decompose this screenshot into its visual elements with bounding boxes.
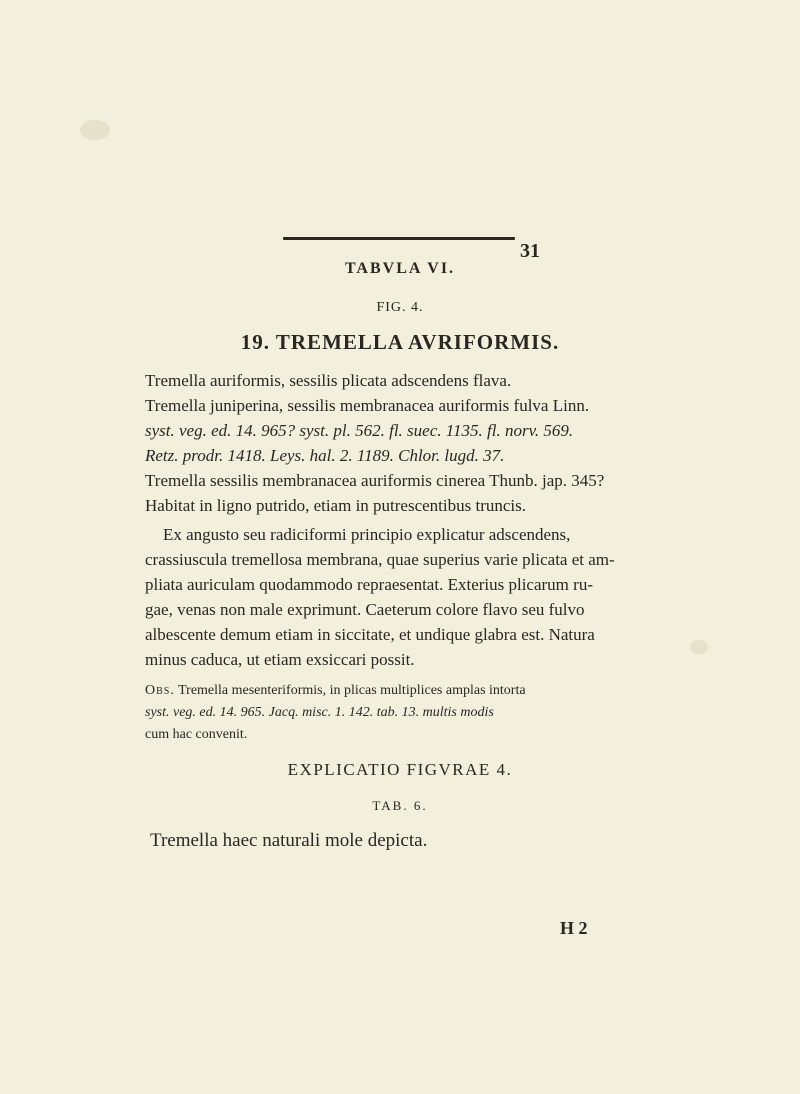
- paper-stain: [690, 640, 708, 654]
- description-line: gae, venas non male exprimunt. Caeterum colore flavo seu fulvo: [145, 600, 585, 619]
- synonym-line: Tremella juniperina, sessilis membranacea auriformis fulva Linn.: [145, 396, 590, 415]
- synonym-line: Tremella auriformis, sessilis plicata adscendens flava.: [145, 371, 512, 390]
- synonym-line: Retz. prodr. 1418. Leys. hal. 2. 1189. Chlor. lugd. 37.: [145, 446, 505, 465]
- description-line: Ex angusto seu radiciformi principio explicatur adscendens,: [163, 525, 571, 544]
- synonym-line: syst. veg. ed. 14. 965? syst. pl. 562. fl. suec. 1135. fl. norv. 569.: [145, 421, 574, 440]
- observation-lead: Obs.: [145, 683, 175, 698]
- species-title: 19. TREMELLA AVRIFORMIS.: [240, 330, 560, 354]
- plate-heading: TABVLA VI.: [344, 260, 456, 277]
- synonym-line: Tremella sessilis membranacea auriformis cinerea Thunb. jap. 345?: [145, 471, 605, 490]
- description: [145, 522, 665, 672]
- observation-line: cum hac convenit.: [145, 727, 248, 742]
- description-line: crassiuscula tremellosa membrana, quae superius varie plicata et am-: [145, 550, 615, 569]
- habitat-line: Habitat in ligno putrido, etiam in putrescentibus truncis.: [145, 496, 527, 515]
- tab-reference: TAB. 6.: [372, 798, 428, 813]
- observation-line: syst. veg. ed. 14. 965. Jacq. misc. 1. 142. tab. 13. multis modis: [145, 705, 494, 720]
- description-line: pliata auriculam quodammodo repraesentat. Exterius plicarum ru-: [145, 575, 593, 594]
- observation: [145, 680, 665, 746]
- figure-label: FIG. 4.: [376, 300, 424, 315]
- signature-mark: H 2: [560, 918, 588, 938]
- header-rule: [283, 237, 515, 240]
- description-line: minus caduca, ut etiam exsiccari possit.: [145, 650, 415, 669]
- paper-stain: [80, 120, 110, 140]
- synonymy: [145, 368, 665, 518]
- page-number: 31: [520, 240, 540, 262]
- explanation-heading: EXPLICATIO FIGVRAE 4.: [287, 760, 513, 779]
- figure-caption: Tremella haec naturali mole depicta.: [150, 830, 428, 851]
- observation-line: Tremella mesenteriformis, in plicas multiplices amplas intorta: [178, 683, 526, 698]
- description-line: albescente demum etiam in siccitate, et undique glabra est. Natura: [145, 625, 595, 644]
